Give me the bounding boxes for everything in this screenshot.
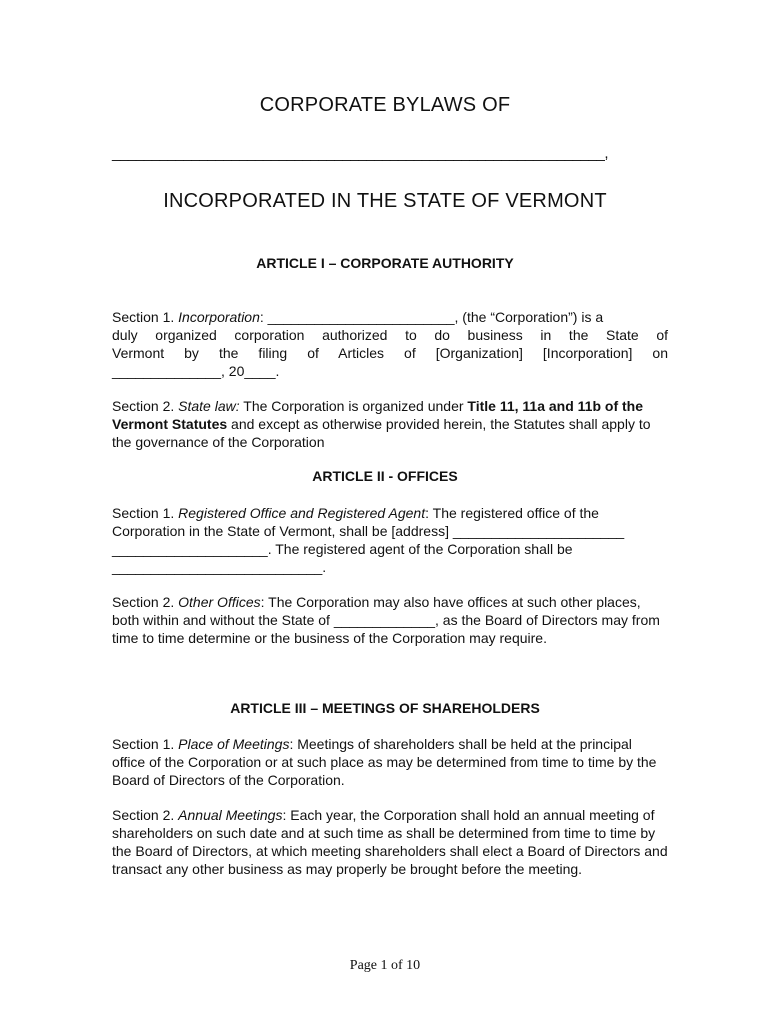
article-3-heading: ARTICLE III – MEETINGS OF SHAREHOLDERS xyxy=(230,700,540,716)
section-title: Annual Meetings xyxy=(178,807,283,823)
section-title: Other Offices xyxy=(178,594,261,610)
corporation-name-blank: ______________________________________________________________, xyxy=(112,145,609,162)
document-subtitle: INCORPORATED IN THE STATE OF VERMONT xyxy=(163,190,607,212)
article-1-section-2: Section 2. State law: The Corporation is organized under Title 11, 11a and 11b of the Vermont Statutes and except as otherwise provided herein, the Statutes shall apply to the governance of the Corporation xyxy=(112,398,651,450)
article-1-section-1-line-1: Section 1. Incorporation: ________________________, (the “Corporation”) is a xyxy=(112,309,604,325)
article-1-section-1-line-4: ______________, 20____. xyxy=(112,363,280,379)
article-1-section-1 xyxy=(112,308,668,380)
section-title: State law: xyxy=(178,398,240,414)
article-2-heading: ARTICLE II - OFFICES xyxy=(312,468,458,484)
article-1-section-1-line-3: Vermont by the filing of Articles of [Organization] [Incorporation] on xyxy=(112,345,668,361)
document-title: CORPORATE BYLAWS OF xyxy=(259,94,511,116)
section-title: Incorporation xyxy=(178,309,260,325)
article-3-section-1: Section 1. Place of Meetings: Meetings of shareholders shall be held at the principal office of the Corporation or at such place as may be determined from time to time by the Board of Directors of the Corporation. xyxy=(112,736,657,788)
article-3-section-2: Section 2. Annual Meetings: Each year, the Corporation shall hold an annual meeting of shareholders on such date and at such time as shall be determined from time to time by the Board of Directors, at which meeting shareholders shall elect a Board of Directors and transact any other business as may properly be brought before the meeting. xyxy=(112,807,668,877)
article-2-section-1: Section 1. Registered Office and Registered Agent: The registered office of the Corporation in the State of Vermont, shall be [address] ______________________ ____________________. The registered agent of the Corporation shall be ___________________________. xyxy=(112,505,625,575)
article-1-section-1-line-2: duly organized corporation authorized to do business in the State of xyxy=(112,327,668,343)
section-title: Place of Meetings xyxy=(178,736,290,752)
article-1-heading: ARTICLE I – CORPORATE AUTHORITY xyxy=(256,255,514,271)
statute-reference: Title 11, 11a and 11b of the Vermont Statutes xyxy=(112,398,644,432)
article-2-section-2: Section 2. Other Offices: The Corporation may also have offices at such other places, both within and without the State of _____________, as the Board of Directors may from time to time determine or the business of the Corporation may require. xyxy=(112,594,660,646)
page-number: Page 1 of 10 xyxy=(349,958,421,973)
section-title: Registered Office and Registered Agent xyxy=(178,505,426,521)
